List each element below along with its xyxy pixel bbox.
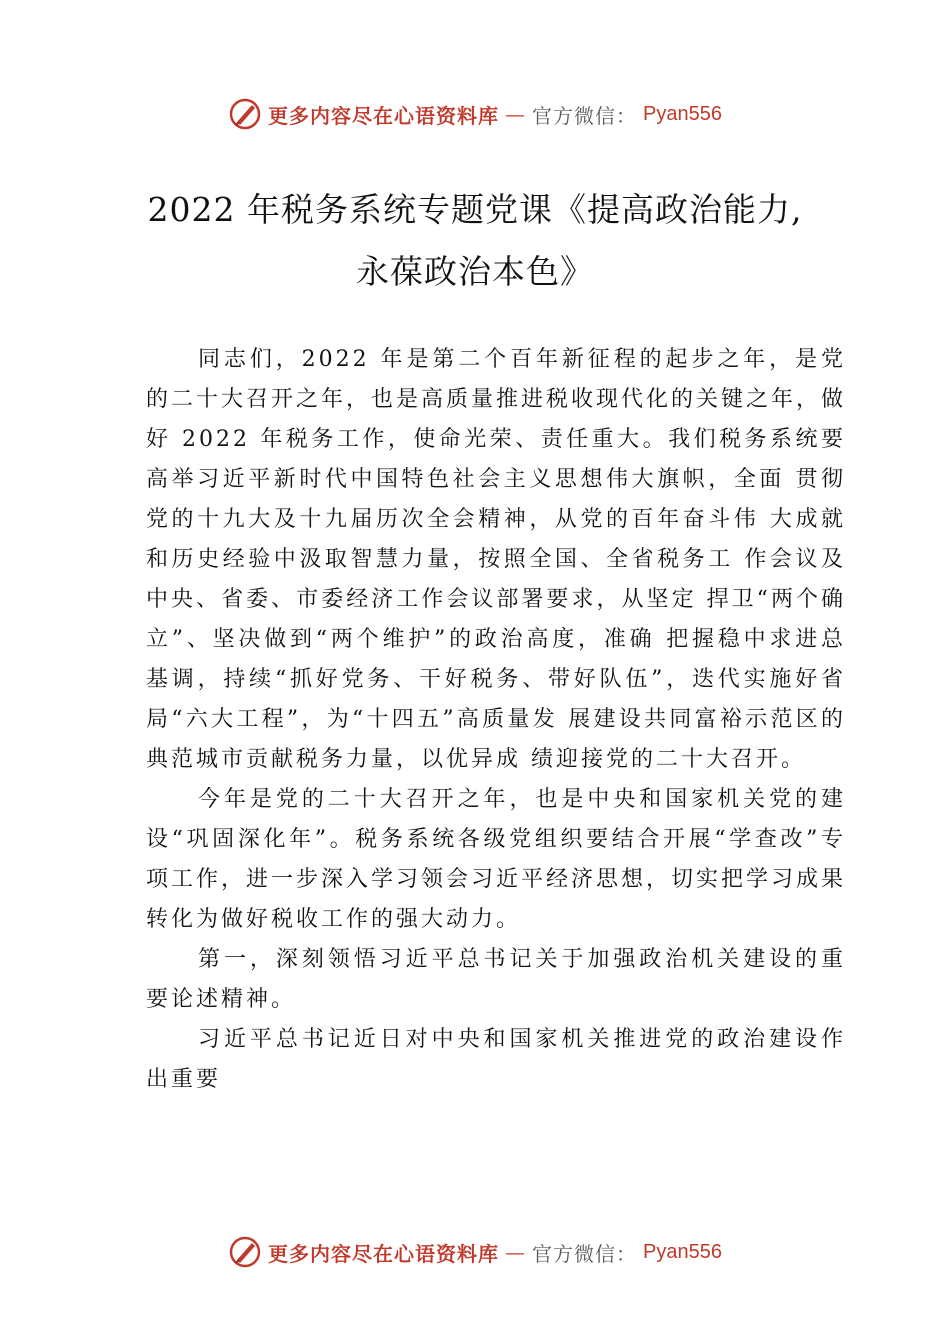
body-paragraph: 同志们，2022 年是第二个百年新征程的起步之年，是党的二十大召开之年，也是高质量推进税收现代化的关键之年，做好 2022 年税务工作，使命光荣、责任重大。我们税务系统要高举习近平新时代中国特色社会主义思想伟大旗帜，全面 贯彻党的十九大及十九届历次全会精神，从党的百年奋斗伟 大成就和历史经验中汲取智慧力量，按照全国、全省税务工 作会议及中央、省委、市委经济工作会议部署要求，从坚定 捍卫“两个确立”、坚决做到“两个维护”的政治高度，准确 把握稳中求进总基调，持续“抓好党务、干好税务、带好队伍”，迭代实施好省局“六大工程”，为“十四五”高质量发 展建设共同富裕示范区的典范城市贡献税务力量，以优异成 绩迎接党的二十大召开。 (146, 347, 847, 772)
watermark-separator: — (505, 102, 527, 126)
pen-seal-logo-icon (228, 1235, 262, 1269)
body-paragraph: 今年是党的二十大召开之年，也是中央和国家机关党的建设“巩固深化年”。税务系统各级党组织要结合开展“学查改”专项工作，进一步深入学习领会习近平经济思想，切实把学习成果转化为做好税收工作的强大动力。 (146, 787, 847, 932)
body-paragraph: 习近平总书记近日对中央和国家机关推进党的政治建设作出重要 (146, 1027, 846, 1092)
document-title-line-2: 永葆政治本色》 (356, 252, 594, 291)
document-title-line-1: 2022 年税务系统专题党课《提高政治能力, (147, 190, 803, 229)
watermark-main-text: 更多内容尽在心语资料库 (268, 103, 500, 128)
watermark-wechat-id: Pyan556 (643, 102, 722, 125)
pen-seal-logo-icon (228, 97, 262, 131)
watermark-wechat-id: Pyan556 (643, 1240, 722, 1263)
watermark-label: 官方微信： (532, 103, 638, 128)
header-watermark (0, 94, 950, 134)
footer-watermark (0, 1232, 950, 1272)
watermark-separator: — (505, 1240, 527, 1264)
watermark-label: 官方微信： (532, 1241, 638, 1266)
watermark-main-text: 更多内容尽在心语资料库 (268, 1241, 500, 1266)
document-body (146, 340, 846, 1100)
body-paragraph: 第一，深刻领悟习近平总书记关于加强政治机关建设的重要论述精神。 (146, 947, 846, 1012)
